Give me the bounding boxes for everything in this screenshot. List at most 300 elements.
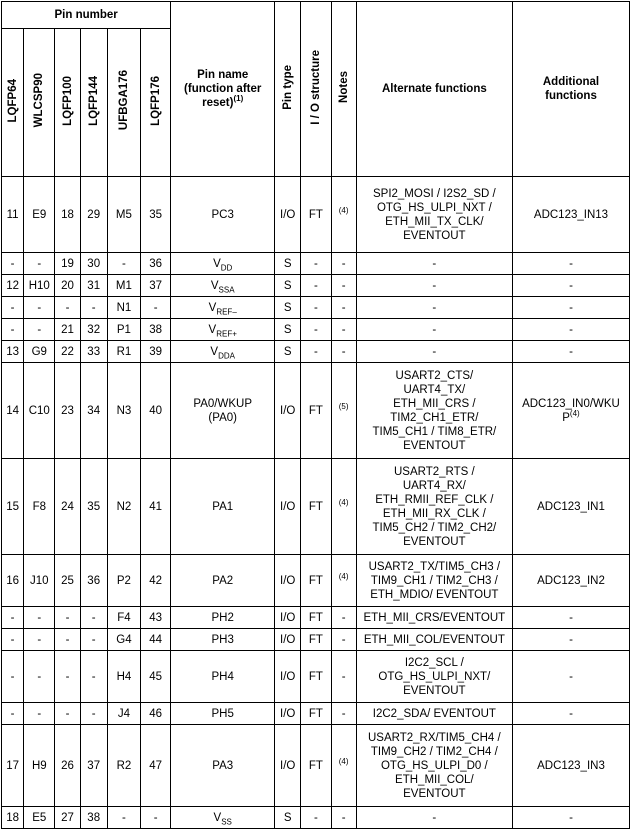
additional-function-text: - <box>569 811 573 824</box>
lqfp100-cell: 27 <box>55 807 80 829</box>
pin-name-text: PA1 <box>212 500 234 513</box>
alternate-functions-cell <box>356 807 512 829</box>
lqfp100-cell: - <box>55 297 80 319</box>
pin-type-cell: I/O <box>275 651 301 703</box>
alternate-function-line: EVENTOUT <box>403 535 466 548</box>
lqfp144-cell: - <box>80 629 107 651</box>
lqfp64-cell: 11 <box>2 177 24 253</box>
pin-name-cell <box>171 297 275 319</box>
pin-type-cell: I/O <box>275 459 301 555</box>
alternate-function-line: USART2_TX/TIM5_CH3 / <box>368 560 501 573</box>
additional-function-text-continued: P <box>562 411 570 424</box>
alternate-function-line: USART2_CTS/ <box>395 369 474 382</box>
note-reference: (4) <box>338 571 349 581</box>
table-row <box>2 629 630 651</box>
notes-cell <box>331 459 356 555</box>
lqfp176-cell: 36 <box>141 253 171 275</box>
package-header-lqfp100 <box>55 29 80 177</box>
alternate-functions-cell <box>356 275 512 297</box>
pin-name-cell <box>171 177 275 253</box>
pin-name-text: V <box>208 323 217 336</box>
pin-type-label: Pin type <box>281 64 294 110</box>
lqfp64-cell: - <box>2 651 24 703</box>
wlcsp90-cell: H9 <box>24 725 55 807</box>
pin-name-cell <box>171 629 275 651</box>
lqfp144-cell: 30 <box>80 253 107 275</box>
io-structure-cell: FT <box>301 459 331 555</box>
io-structure-cell: - <box>301 341 331 363</box>
alternate-function-line: UART4_RX/ <box>402 479 466 492</box>
additional-function-text: - <box>569 323 573 336</box>
package-label: UFBGA176 <box>117 70 130 131</box>
alternate-function-line: - <box>432 345 437 358</box>
alternate-functions-cell <box>356 297 512 319</box>
pin-name-cell <box>171 651 275 703</box>
ufbga176-cell: G4 <box>107 629 140 651</box>
additional-functions-cell <box>512 725 629 807</box>
alternate-function-line: EVENTOUT <box>403 684 466 697</box>
lqfp100-cell: - <box>55 629 80 651</box>
pin-number-header: Pin number <box>2 2 171 29</box>
ufbga176-cell: N1 <box>107 297 140 319</box>
alternate-function-line: UART4_TX/ <box>403 383 466 396</box>
alternate-function-line: EVENTOUT <box>403 439 466 452</box>
lqfp100-cell: 19 <box>55 253 80 275</box>
lqfp176-cell: 37 <box>141 275 171 297</box>
alternate-function-line: OTG_HS_ULPI_NXT / <box>376 201 492 214</box>
wlcsp90-cell: J10 <box>24 555 55 607</box>
pin-name-cell <box>171 807 275 829</box>
notes-cell: - <box>331 651 356 703</box>
pin-type-cell: S <box>275 807 301 829</box>
pin-table <box>1 1 630 829</box>
alternate-functions-cell <box>356 319 512 341</box>
ufbga176-cell: J4 <box>107 703 140 725</box>
package-header-lqfp176 <box>141 29 171 177</box>
pin-type-cell: S <box>275 341 301 363</box>
additional-functions-header <box>512 2 629 177</box>
additional-function-text: - <box>569 345 573 358</box>
io-structure-cell: - <box>301 253 331 275</box>
lqfp64-cell: - <box>2 629 24 651</box>
pin-name-text: PC3 <box>211 208 234 221</box>
alternate-function-line: ETH_MII_RX_CLK / <box>382 507 486 520</box>
additional-function-text: - <box>569 257 573 270</box>
table-row <box>2 651 630 703</box>
ufbga176-cell: M5 <box>107 177 140 253</box>
notes-cell <box>331 555 356 607</box>
alternate-functions-cell <box>356 177 512 253</box>
io-structure-cell: FT <box>301 363 331 459</box>
pin-type-cell: I/O <box>275 725 301 807</box>
additional-function-text: - <box>569 279 573 292</box>
alternate-function-line: TIM9_CH1 / TIM2_CH3 / <box>370 574 498 587</box>
lqfp176-cell: 44 <box>141 629 171 651</box>
pin-type-cell: S <box>275 253 301 275</box>
alternate-function-line: - <box>432 279 437 292</box>
wlcsp90-cell: E9 <box>24 177 55 253</box>
lqfp100-cell: - <box>55 607 80 629</box>
io-structure-cell: - <box>301 275 331 297</box>
lqfp144-cell: - <box>80 703 107 725</box>
alternate-function-line: TIM5_CH2 / TIM2_CH2/ <box>372 521 497 534</box>
lqfp176-cell: 40 <box>141 363 171 459</box>
alternate-functions-cell <box>356 629 512 651</box>
additional-functions-cell <box>512 629 629 651</box>
lqfp64-cell: - <box>2 607 24 629</box>
io-structure-cell: - <box>301 319 331 341</box>
table-row <box>2 807 630 829</box>
additional-functions-cell <box>512 459 629 555</box>
lqfp144-cell: - <box>80 297 107 319</box>
pin-name-line3: reset) <box>202 97 234 109</box>
notes-label: Notes <box>337 71 350 103</box>
package-header-lqfp64 <box>2 29 24 177</box>
notes-cell <box>331 177 356 253</box>
lqfp176-cell: 41 <box>141 459 171 555</box>
ufbga176-cell: - <box>107 807 140 829</box>
pin-name-text: PA3 <box>212 759 234 772</box>
io-structure-cell: FT <box>301 629 331 651</box>
notes-cell: - <box>331 341 356 363</box>
pin-type-cell: S <box>275 319 301 341</box>
package-header-wlcsp90 <box>24 29 55 177</box>
alternate-functions-cell <box>356 363 512 459</box>
pin-name-text: PA2 <box>212 574 234 587</box>
notes-header <box>331 2 356 177</box>
note-reference: (4) <box>338 205 349 215</box>
alternate-function-line: - <box>432 811 437 824</box>
additional-function-text: ADC123_IN2 <box>537 574 605 587</box>
wlcsp90-cell: - <box>24 629 55 651</box>
io-structure-cell: FT <box>301 555 331 607</box>
package-label: LQFP176 <box>149 75 162 126</box>
alternate-function-line: USART2_RTS / <box>393 465 475 478</box>
table-row <box>2 177 630 253</box>
lqfp64-cell: 18 <box>2 807 24 829</box>
lqfp144-cell: - <box>80 607 107 629</box>
pin-name-cell <box>171 703 275 725</box>
wlcsp90-cell: - <box>24 607 55 629</box>
additional-functions-cell <box>512 253 629 275</box>
lqfp176-cell: 45 <box>141 651 171 703</box>
notes-cell: - <box>331 297 356 319</box>
wlcsp90-cell: H10 <box>24 275 55 297</box>
wlcsp90-cell: C10 <box>24 363 55 459</box>
lqfp100-cell: 21 <box>55 319 80 341</box>
additional-functions-cell <box>512 275 629 297</box>
lqfp64-cell: - <box>2 319 24 341</box>
pin-name-text: PH3 <box>211 633 234 646</box>
ufbga176-cell: M1 <box>107 275 140 297</box>
pin-name-header <box>171 2 275 177</box>
pin-type-header <box>275 2 301 177</box>
package-label: LQFP64 <box>6 78 19 123</box>
ufbga176-cell: F4 <box>107 607 140 629</box>
lqfp100-cell: 23 <box>55 363 80 459</box>
ufbga176-cell: P1 <box>107 319 140 341</box>
package-header-lqfp144 <box>80 29 107 177</box>
lqfp144-cell: 35 <box>80 459 107 555</box>
lqfp64-cell: 17 <box>2 725 24 807</box>
pin-name-line2: (function after <box>184 83 262 95</box>
table-row <box>2 459 630 555</box>
lqfp64-cell: 14 <box>2 363 24 459</box>
additional-functions-cell <box>512 341 629 363</box>
lqfp144-cell: - <box>80 651 107 703</box>
pin-name-subscript: SSA <box>218 284 235 294</box>
lqfp100-cell: 26 <box>55 725 80 807</box>
alternate-function-line: I2C2_SCL / <box>404 656 464 669</box>
ufbga176-cell: H4 <box>107 651 140 703</box>
wlcsp90-cell: - <box>24 319 55 341</box>
additional-functions-cell <box>512 319 629 341</box>
note-reference: (5) <box>338 401 349 411</box>
additional-functions-cell <box>512 297 629 319</box>
pin-name-subscript: DD <box>220 262 233 272</box>
additional-function-text: ADC123_IN0/WKU <box>522 397 620 410</box>
lqfp176-cell: 35 <box>141 177 171 253</box>
alternate-function-line: ETH_RMII_REF_CLK / <box>375 493 494 506</box>
package-label: WLCSP90 <box>33 73 46 128</box>
pin-name-cell <box>171 253 275 275</box>
notes-cell: - <box>331 607 356 629</box>
additional-function-text: - <box>569 633 573 646</box>
alternate-functions-cell <box>356 651 512 703</box>
alternate-functions-cell <box>356 607 512 629</box>
alternate-function-line: - <box>432 323 437 336</box>
table-row <box>2 253 630 275</box>
pin-name-cell <box>171 725 275 807</box>
lqfp64-cell: 15 <box>2 459 24 555</box>
additional-functions-cell <box>512 651 629 703</box>
additional-line2: functions <box>545 90 597 102</box>
lqfp176-cell: - <box>141 297 171 319</box>
table-row <box>2 297 630 319</box>
additional-functions-cell <box>512 555 629 607</box>
pin-type-cell: I/O <box>275 607 301 629</box>
lqfp176-cell: 43 <box>141 607 171 629</box>
alternate-functions-cell <box>356 725 512 807</box>
alternate-function-line: TIM2_CH1_ETR/ <box>390 411 479 424</box>
table-row <box>2 319 630 341</box>
lqfp64-cell: - <box>2 297 24 319</box>
notes-cell: - <box>331 319 356 341</box>
alternate-function-line: OTG_HS_ULPI_D0 / <box>380 759 488 772</box>
pin-type-cell: I/O <box>275 363 301 459</box>
pin-name-cell <box>171 459 275 555</box>
note-reference: (4) <box>338 497 349 507</box>
lqfp64-cell: 12 <box>2 275 24 297</box>
io-structure-cell: - <box>301 807 331 829</box>
pin-name-subscript: REF– <box>216 306 237 316</box>
table-row <box>2 703 630 725</box>
pin-name-text: V <box>210 345 219 358</box>
io-structure-label: I / O structure <box>309 49 322 125</box>
pin-name-cell <box>171 363 275 459</box>
table-row <box>2 555 630 607</box>
note-reference: (4) <box>338 756 349 766</box>
alternate-function-line: ETH_MII_CRS/EVENTOUT <box>363 611 506 624</box>
notes-cell: - <box>331 253 356 275</box>
notes-cell <box>331 363 356 459</box>
lqfp144-cell: 32 <box>80 319 107 341</box>
wlcsp90-cell: - <box>24 253 55 275</box>
alternate-function-line: ETH_MII_COL/ <box>395 773 474 786</box>
lqfp176-cell: 46 <box>141 703 171 725</box>
additional-function-text: ADC123_IN13 <box>533 208 609 221</box>
ufbga176-cell: N2 <box>107 459 140 555</box>
alternate-function-line: ETH_MII_TX_CLK/ <box>385 215 484 228</box>
alternate-function-line: TIM5_CH1 / TIM8_ETR/ <box>372 425 497 438</box>
table-row <box>2 275 630 297</box>
pin-name-subscript: REF+ <box>216 328 237 338</box>
alternate-function-line: EVENTOUT <box>403 229 466 242</box>
alternate-function-line: - <box>432 301 437 314</box>
lqfp100-cell: 20 <box>55 275 80 297</box>
alternate-function-line: ETH_MII_COL/EVENTOUT <box>363 633 505 646</box>
lqfp100-cell: - <box>55 651 80 703</box>
lqfp100-cell: - <box>55 703 80 725</box>
io-structure-cell: FT <box>301 651 331 703</box>
lqfp144-cell: 37 <box>80 725 107 807</box>
ufbga176-cell: - <box>107 253 140 275</box>
lqfp144-cell: 38 <box>80 807 107 829</box>
alternate-functions-cell <box>356 459 512 555</box>
alternate-function-line: ETH_MDIO/ EVENTOUT <box>370 588 499 601</box>
table-row <box>2 363 630 459</box>
alternate-function-line: OTG_HS_ULPI_NXT/ <box>378 670 491 683</box>
ufbga176-cell: N3 <box>107 363 140 459</box>
lqfp100-cell: 18 <box>55 177 80 253</box>
pin-name-text: V <box>213 257 221 270</box>
io-structure-cell: FT <box>301 607 331 629</box>
additional-function-note: (4) <box>569 408 580 418</box>
io-structure-cell: FT <box>301 703 331 725</box>
alternate-functions-cell <box>356 253 512 275</box>
additional-functions-cell <box>512 607 629 629</box>
io-structure-header <box>301 2 331 177</box>
additional-line1: Additional <box>542 76 600 88</box>
pin-name-text: PA0/WKUP <box>193 397 252 410</box>
additional-function-text: ADC123_IN3 <box>537 759 605 772</box>
ufbga176-cell: R1 <box>107 341 140 363</box>
alternate-functions-cell <box>356 555 512 607</box>
alternate-function-line: SPI2_MOSI / I2S2_SD / <box>372 187 496 200</box>
lqfp64-cell: - <box>2 703 24 725</box>
alternate-function-line: I2C2_SDA/ EVENTOUT <box>372 707 496 720</box>
lqfp100-cell: 24 <box>55 459 80 555</box>
package-header-ufbga176 <box>107 29 140 177</box>
wlcsp90-cell: - <box>24 297 55 319</box>
lqfp176-cell: 39 <box>141 341 171 363</box>
lqfp144-cell: 29 <box>80 177 107 253</box>
additional-functions-cell <box>512 807 629 829</box>
lqfp144-cell: 33 <box>80 341 107 363</box>
pin-name-text-secondary: (PA0) <box>208 411 237 424</box>
lqfp100-cell: 25 <box>55 555 80 607</box>
lqfp64-cell: 16 <box>2 555 24 607</box>
pin-type-cell: I/O <box>275 629 301 651</box>
notes-cell: - <box>331 807 356 829</box>
lqfp144-cell: 36 <box>80 555 107 607</box>
alternate-function-line: - <box>432 257 437 270</box>
wlcsp90-cell: G9 <box>24 341 55 363</box>
table-header <box>2 2 630 177</box>
lqfp64-cell: 13 <box>2 341 24 363</box>
pin-type-cell: I/O <box>275 555 301 607</box>
io-structure-cell: - <box>301 297 331 319</box>
alternate-functions-cell <box>356 341 512 363</box>
pin-name-line1: Pin name <box>197 69 249 81</box>
wlcsp90-cell: - <box>24 651 55 703</box>
ufbga176-cell: P2 <box>107 555 140 607</box>
pin-type-cell: S <box>275 275 301 297</box>
wlcsp90-cell: - <box>24 703 55 725</box>
lqfp176-cell: 47 <box>141 725 171 807</box>
pin-type-cell: S <box>275 297 301 319</box>
additional-functions-cell <box>512 703 629 725</box>
alternate-function-line: USART2_RX/TIM5_CH4 / <box>367 731 501 744</box>
alternate-function-line: EVENTOUT <box>403 787 466 800</box>
alternate-function-line: ETH_MII_CRS / <box>393 397 476 410</box>
table-row <box>2 607 630 629</box>
additional-function-text: - <box>569 301 573 314</box>
pin-name-text: PH2 <box>211 611 234 624</box>
io-structure-cell: FT <box>301 725 331 807</box>
pin-name-text: V <box>213 811 222 824</box>
pin-name-cell <box>171 607 275 629</box>
alternate-functions-cell <box>356 703 512 725</box>
table-row <box>2 725 630 807</box>
lqfp176-cell: 38 <box>141 319 171 341</box>
notes-cell <box>331 725 356 807</box>
pin-name-cell <box>171 319 275 341</box>
pin-name-subscript: SS <box>221 816 232 826</box>
table-body <box>2 177 630 829</box>
alternate-functions-header: Alternate functions <box>356 2 512 177</box>
notes-cell: - <box>331 275 356 297</box>
package-label: LQFP144 <box>87 75 100 126</box>
pin-name-cell <box>171 555 275 607</box>
lqfp144-cell: 31 <box>80 275 107 297</box>
wlcsp90-cell: E5 <box>24 807 55 829</box>
lqfp144-cell: 34 <box>80 363 107 459</box>
pin-name-text: PH5 <box>211 707 234 720</box>
pin-name-cell <box>171 341 275 363</box>
lqfp64-cell: - <box>2 253 24 275</box>
lqfp176-cell: 42 <box>141 555 171 607</box>
pin-name-note: (1) <box>233 94 244 104</box>
package-label: LQFP100 <box>61 75 74 126</box>
lqfp100-cell: 22 <box>55 341 80 363</box>
io-structure-cell: FT <box>301 177 331 253</box>
additional-functions-cell <box>512 363 629 459</box>
additional-function-text: - <box>569 670 573 683</box>
pin-name-text: V <box>210 279 219 292</box>
pin-name-subscript: DDA <box>218 350 235 360</box>
pin-name-cell <box>171 275 275 297</box>
pin-type-cell: I/O <box>275 703 301 725</box>
pin-type-cell: I/O <box>275 177 301 253</box>
pin-name-text: V <box>208 301 217 314</box>
wlcsp90-cell: F8 <box>24 459 55 555</box>
additional-function-text: ADC123_IN1 <box>537 500 605 513</box>
additional-function-text: - <box>569 611 573 624</box>
lqfp176-cell: - <box>141 807 171 829</box>
notes-cell: - <box>331 703 356 725</box>
alternate-function-line: TIM9_CH2 / TIM2_CH4 / <box>370 745 498 758</box>
